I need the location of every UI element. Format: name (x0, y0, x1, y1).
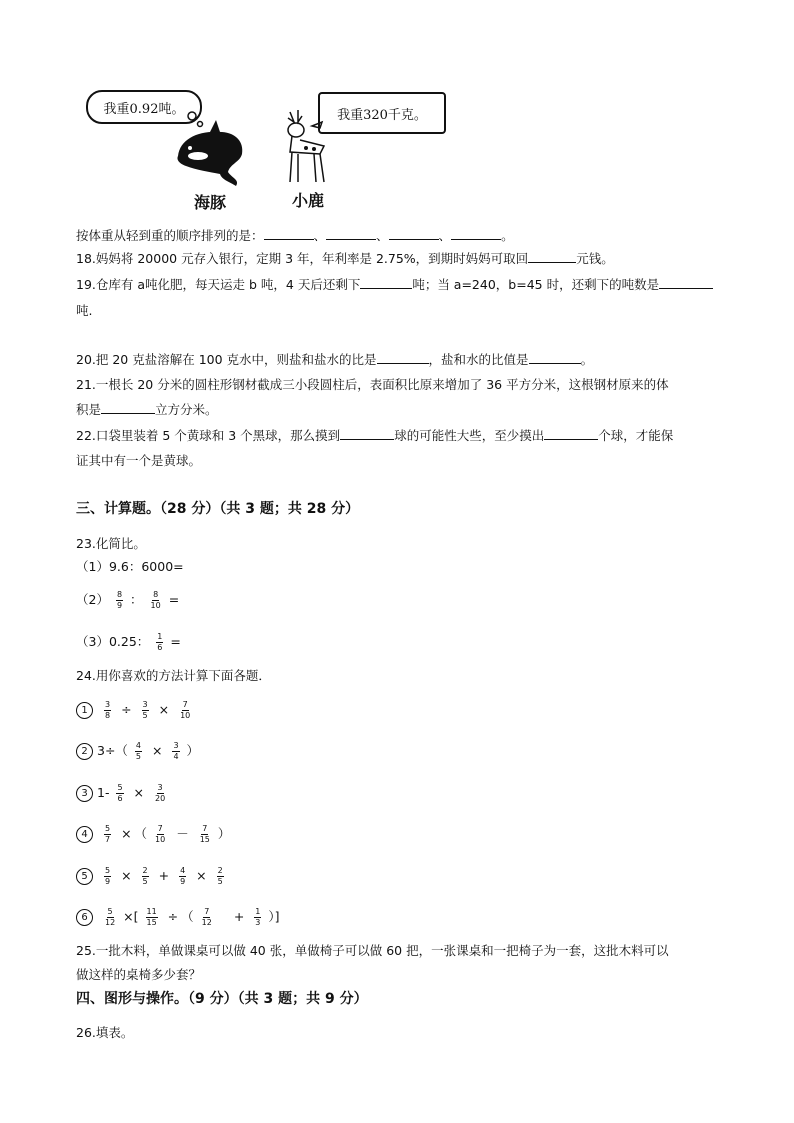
deer-icon (276, 108, 336, 188)
q24-expr-6: 6 $\frac{5}{12}$ ×[ $\frac{11}{15}$ ÷ （ $\frac{7}{12}$ + $\frac{1}{3}$ ）] (76, 907, 280, 928)
question-24-title: 24.用你喜欢的方法计算下面各题． (76, 668, 271, 683)
q24-expr-2: 2 3÷（ $\frac{4}{5}$ × $\frac{3}{4}$ ） (76, 741, 199, 762)
fraction: $\frac{1}{6}$ (157, 632, 163, 652)
answer-blank[interactable] (264, 227, 314, 240)
question-22: 22.口袋里装着 5 个黄球和 3 个黑球，那么摸到 球的可能性大些，至少摸出 个球，才能保 (76, 428, 674, 443)
dolphin-speech-text: 我重0.92吨。 (103, 101, 185, 117)
section-4-heading: 四、图形与操作。（9 分）（共 3 题；共 9 分） (76, 991, 368, 1007)
circled-number: 6 (76, 909, 93, 926)
fraction: $\frac{8}{10}$ (150, 590, 161, 610)
question-21: 21.一根长 20 分米的圆柱形钢材截成三小段圆柱后，表面积比原来增加了 36 平方分米，这根钢材原来的体 (76, 377, 669, 392)
q24-expr-4: 4 $\frac{5}{7}$ × （ $\frac{7}{10}$ － $\frac{7}{15}$ ） (76, 824, 230, 845)
answer-blank[interactable] (528, 250, 576, 263)
answer-blank[interactable] (659, 276, 713, 289)
question-18: 18.妈妈将 20000 元存入银行，定期 3 年，年利率是 2.75%，到期时妈妈可取回 元钱。 (76, 251, 614, 266)
question-26-title: 26.填表。 (76, 1025, 134, 1040)
deer-speech-bubble (318, 92, 446, 134)
circled-number: 4 (76, 826, 93, 843)
deer-label: 小鹿 (292, 191, 325, 210)
answer-blank[interactable] (389, 227, 439, 240)
deer-speech-text: 我重320千克。 (337, 107, 427, 123)
section-3-heading: 三、计算题。（28 分）（共 3 题；共 28 分） (76, 501, 360, 517)
circled-number: 2 (76, 743, 93, 760)
q24-expr-3: 3 1- $\frac{5}{6}$ × $\frac{3}{20}$ (76, 783, 169, 804)
question-21-cont: 积是 立方分米。 (76, 402, 218, 417)
answer-blank[interactable] (326, 227, 376, 240)
question-22-cont: 证其中有一个是黄球。 (76, 453, 202, 468)
circled-number: 1 (76, 702, 93, 719)
circled-number: 5 (76, 868, 93, 885)
question-25-cont: 做这样的桌椅多少套？ (76, 967, 202, 982)
q24-expr-5: 5 $\frac{5}{9}$ × $\frac{2}{5}$ + $\frac{4}{9}$ × $\frac{2}{5}$ (76, 866, 227, 887)
dolphin-label: 海豚 (194, 193, 227, 212)
question-25: 25.一批木料，单做课桌可以做 40 张，单做椅子可以做 60 把，一张课桌和一把椅子为一套，这批木料可以 (76, 943, 669, 958)
answer-blank[interactable] (451, 227, 501, 240)
answer-blank[interactable] (340, 427, 394, 440)
answer-blank[interactable] (544, 427, 598, 440)
q23-part-2: （2） $\frac{8}{9}$ ： $\frac{8}{10}$ = (76, 590, 180, 610)
question-20: 20.把 20 克盐溶解在 100 克水中，则盐和盐水的比是 ，盐和水的比值是 。 (76, 352, 594, 367)
question-19: 19.仓库有 a吨化肥，每天运走 b 吨，4 天后还剩下 吨；当 a=240，b=45 时，还剩下的吨数是 (76, 276, 713, 294)
answer-blank[interactable] (360, 276, 412, 289)
answer-blank[interactable] (529, 351, 581, 364)
q17-order-line: 按体重从轻到重的顺序排列的是： 、 、 、 。 (76, 228, 514, 243)
q23-part-3: （3）0.25： $\frac{1}{6}$ = (76, 632, 181, 652)
answer-blank[interactable] (377, 351, 429, 364)
question-23-title: 23.化简比。 (76, 536, 146, 551)
question-19-cont: 吨. (76, 303, 93, 318)
q23-part-1: （1）9.6：6000= (76, 559, 184, 574)
fraction: $\frac{8}{9}$ (116, 590, 123, 610)
q24-expr-1: 1 $\frac{3}{8}$ ÷ $\frac{3}{5}$ × $\frac{7}{10}$ (76, 700, 194, 721)
answer-blank[interactable] (101, 401, 155, 414)
circled-number: 3 (76, 785, 93, 802)
dolphin-icon (170, 108, 260, 190)
